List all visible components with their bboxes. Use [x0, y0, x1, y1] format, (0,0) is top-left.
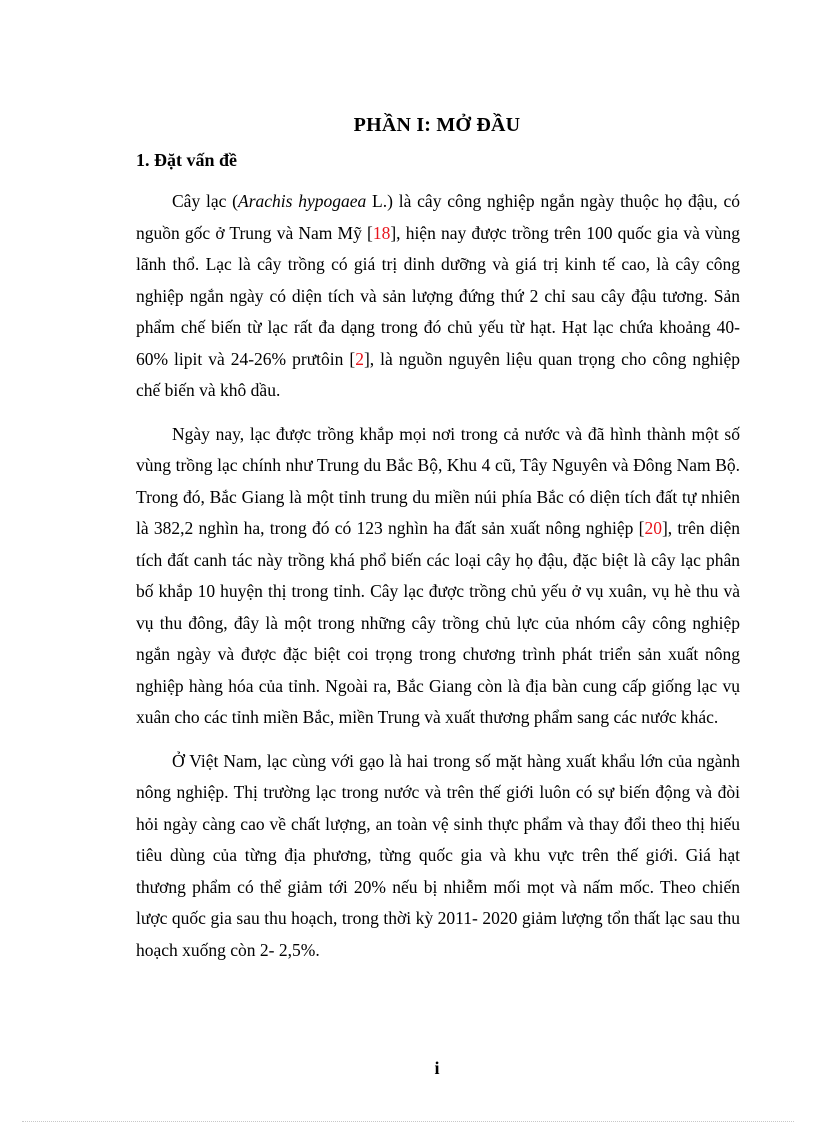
citation-link[interactable]: 20 [644, 518, 662, 538]
paragraph-1 [136, 186, 740, 407]
paragraph-text: ], hiện nay được trồng trên 100 quốc gia và vùng lãnh thổ. Lạc là cây trồng có giá trị dinh dưỡng và giá trị kinh tế cao, là cây công nghiệp ngắn ngày có diện tích và sản lượng đứng thứ 2 chỉ sau cây đậu tương. Sản phẩm chế biến từ lạc rất đa dạng trong đó chủ yếu từ hạt. Hạt lạc chứa khoảng 40-60% lipit và 24-26% prưtôin [ [136, 222, 741, 369]
section-heading: 1. Đặt vấn đề [136, 150, 238, 170]
page-number: i [434, 1058, 440, 1078]
citation-link[interactable]: 2 [355, 348, 364, 369]
paragraph-text: ], là nguồn nguyên liệu quan trọng cho công nghiệp chế biến và khô dầu. [136, 348, 740, 400]
paragraph-3 [136, 746, 740, 967]
document-body [136, 186, 740, 978]
paragraph-text: L.) là cây công nghiệp ngắn ngày thuộc họ đậu, có nguồn gốc ở Trung và Nam Mỹ [ [136, 191, 740, 243]
paragraph-2 [136, 419, 740, 734]
page-title: PHẦN I: MỞ ĐẦU [353, 114, 521, 136]
paragraph-text: ], trên diện tích đất canh tác này trồng khá phổ biến các loại cây họ đậu, đặc biệt là cây lạc phân bố khắp 10 huyện thị trong tỉnh. Cây lạc được trồng chủ yếu ở vụ xuân, vụ hè thu và vụ thu đông, đây là một trong những cây trồng chủ lực của nhóm cây công nghiệp ngắn ngày và được đặc biệt coi trọng trong chương trình phát triển sản xuất nông nghiệp hàng hóa của tỉnh. Ngoài ra, Bắc Giang còn là địa bàn cung cấp giống lạc vụ xuân cho các tỉnh miền Bắc, miền Trung và xuất thương phẩm sang các nước khác. [136, 518, 740, 727]
paragraph-text: Cây lạc ( [172, 191, 238, 211]
page-bottom-border [22, 1121, 794, 1122]
species-name: Arachis hypogaea [238, 191, 367, 211]
paragraph-text: Ngày nay, lạc được trồng khắp mọi nơi trong cả nước và đã hình thành một số vùng trồng lạc chính như Trung du Bắc Bộ, Khu 4 cũ, Tây Nguyên và Đông Nam Bộ. Trong đó, Bắc Giang là một tỉnh trung du miền núi phía Bắc có diện tích đất tự nhiên là 382,2 nghìn ha, trong đó có 123 nghìn ha đất sản xuất nông nghiệp [ [136, 423, 740, 538]
citation-link[interactable]: 18 [372, 222, 391, 243]
paragraph-text: Ở Việt Nam, lạc cùng với gạo là hai trong số mặt hàng xuất khẩu lớn của ngành nông nghiệp. Thị trường lạc trong nước và trên thế giới luôn có sự biến động và đòi hỏi ngày càng cao về chất lượng, an toàn vệ sinh thực phẩm và thay đổi theo thị hiếu tiêu dùng của từng địa phương, từng quốc gia và khu vực trên thế giới. Giá hạt thương phẩm có thể giảm tới 20% nếu bị nhiễm mối mọt và nấm mốc. Theo chiến lược quốc gia sau thu hoạch, trong thời kỳ 2011- 2020 giảm lượng tổn thất lạc sau thu hoạch xuống còn 2- 2,5%. [136, 750, 740, 960]
